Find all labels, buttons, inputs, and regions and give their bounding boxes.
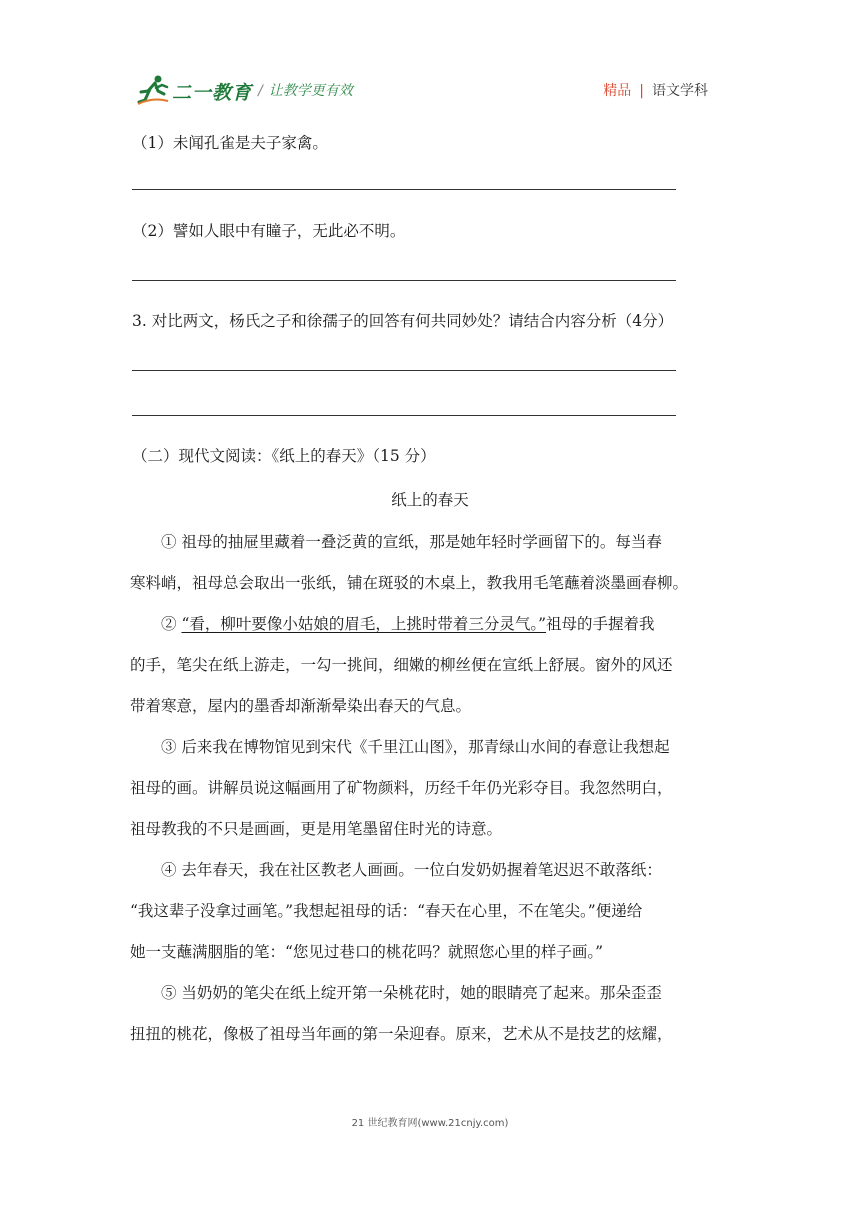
answer-line-1[interactable] xyxy=(132,189,676,190)
answer-line-3b[interactable] xyxy=(132,415,676,416)
section-heading: （二）现代文阅读：《纸上的春天》（15 分） xyxy=(132,447,436,465)
slogan-text: 让教学更有效 xyxy=(268,83,353,99)
page-header xyxy=(136,74,716,106)
paragraph-1-line-2: 寒料峭，祖母总会取出一张纸，铺在斑驳的木桌上，教我用毛笔蘸着淡墨画春柳。 xyxy=(130,574,689,592)
header-divider: | xyxy=(639,83,644,99)
paragraph-1-line-1: ① 祖母的抽屉里藏着一叠泛黄的宣纸，那是她年轻时学画留下的。每当春 xyxy=(161,533,662,551)
answer-line-2[interactable] xyxy=(132,280,676,281)
article-title: 纸上的春天 xyxy=(391,491,469,509)
paragraph-2-rest: 祖母的手握着我 xyxy=(546,615,655,633)
page-footer: 21 世纪教育网(www.21cnjy.com) xyxy=(351,1118,509,1129)
subject-label: 语文学科 xyxy=(652,83,708,99)
paragraph-2-line-1 xyxy=(130,604,730,645)
paragraph-2-number: ② xyxy=(161,615,182,633)
header-subject xyxy=(603,80,708,100)
paragraph-4-line-2: “我这辈子没拿过画笔。”我想起祖母的话：“春天在心里，不在笔尖。”便递给 xyxy=(130,902,643,920)
running-figure-logo-icon xyxy=(136,74,170,106)
article-body xyxy=(130,522,730,1055)
paragraph-4-line-1: ④ 去年春天，我在社区教老人画画。一位白发奶奶握着笔迟迟不敢落纸： xyxy=(161,861,662,879)
paragraph-3-line-2: 祖母的画。讲解员说这幅画用了矿物颜料，历经千年仍光彩夺目。我忽然明白， xyxy=(130,779,673,797)
paragraph-5-line-1: ⑤ 当奶奶的笔尖在纸上绽开第一朵桃花时，她的眼睛亮了起来。那朵歪歪 xyxy=(161,984,662,1002)
paragraph-2-line-3: 带着寒意，屋内的墨香却渐渐晕染出春天的气息。 xyxy=(130,697,472,715)
logo-text: 二一教育 xyxy=(172,82,253,104)
paragraph-4-line-3: 她一支蘸满胭脂的笔：“您见过巷口的桃花吗？就照您心里的样子画。” xyxy=(130,943,604,961)
slogan xyxy=(258,80,353,100)
paragraph-3-line-3: 祖母教我的不只是画画，更是用笔墨留住时光的诗意。 xyxy=(130,820,503,838)
answer-line-3a[interactable] xyxy=(132,370,676,371)
premium-label: 精品 xyxy=(603,83,632,99)
paragraph-3-line-1: ③ 后来我在博物馆见到宋代《千里江山图》，那青绿山水间的春意让我想起 xyxy=(161,738,670,756)
paragraph-2-line-2: 的手，笔尖在纸上游走，一勾一挑间，细嫩的柳丝便在宣纸上舒展。窗外的风还 xyxy=(130,656,673,674)
question-3: 3. 对比两文，杨氏之子和徐孺子的回答有何共同妙处？请结合内容分析（4分） xyxy=(132,312,674,330)
slogan-divider: / xyxy=(258,83,263,99)
underlined-quote: “看，柳叶要像小姑娘的眉毛，上挑时带着三分灵气。” xyxy=(181,615,547,633)
question-2: （2）譬如人眼中有瞳子，无此必不明。 xyxy=(132,222,406,240)
question-1: （1）未闻孔雀是夫子家禽。 xyxy=(132,134,328,152)
paragraph-5-line-2: 扭扭的桃花，像极了祖母当年画的第一朵迎春。原来，艺术从不是技艺的炫耀， xyxy=(130,1025,673,1043)
